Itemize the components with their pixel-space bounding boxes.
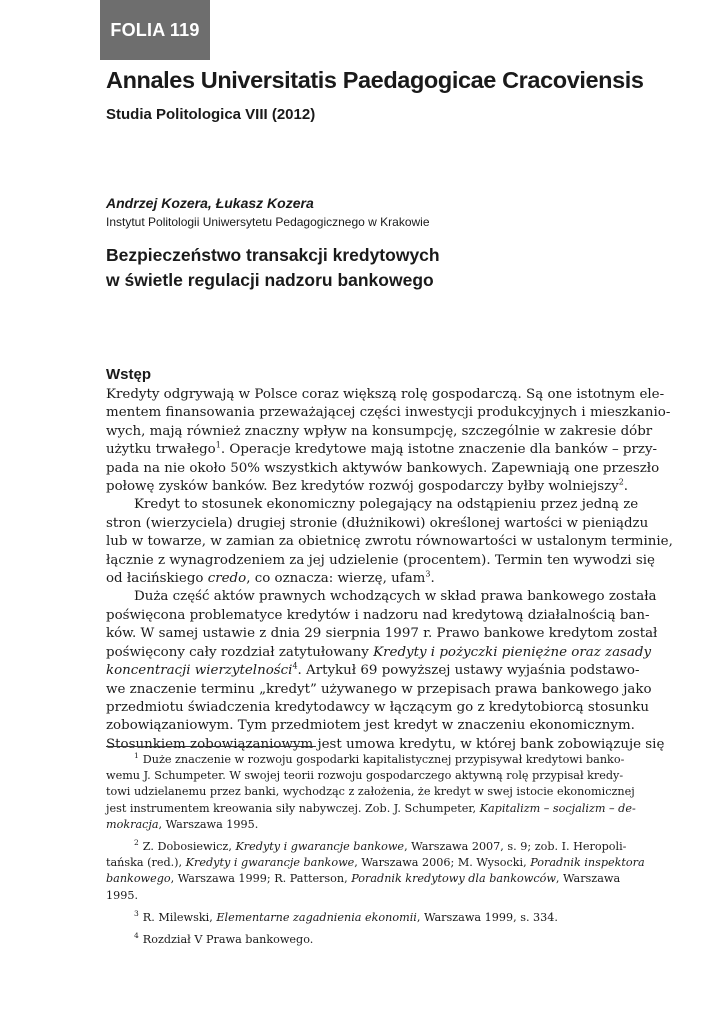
footnote-3: $^3$ R. Milewski, Elementarne zagadnienia ekonomii, Warszawa 1999, s. 334. <box>134 909 558 924</box>
footnotes <box>106 751 645 954</box>
footnote-divider <box>106 746 316 747</box>
text-line: lub w towarze, w zamian za obietnicę zwrotu równowartości w ustalonym terminie, <box>106 534 673 550</box>
footnote-number: 4 <box>134 931 139 941</box>
text-line: poświęcony cały rozdział zatytułowany Kredyty i pożyczki pieniężne oraz zasady <box>106 644 652 660</box>
text-line: ków. W samej ustawie z dnia 29 sierpnia 1997 r. Prawo bankowe kredytom został <box>106 626 658 642</box>
footnote-number: 2 <box>134 838 139 848</box>
text-line: zobowiązaniowym. Tym przedmiotem jest kredyt w znaczeniu ekonomicznym. <box>106 718 635 734</box>
footnote-ref[interactable]: 2 <box>618 477 624 487</box>
footnote-ref[interactable]: 4 <box>292 661 298 671</box>
footnote-4: $^4$ Rozdział V Prawa bankowego. <box>134 931 314 947</box>
text-line: pada na nie około 50% wszystkich aktywów bankowych. Zapewniają one przeszło <box>106 460 660 476</box>
journal-title: Annales Universitatis Paedagogicae Cracoviensis <box>106 67 644 93</box>
footnote-number: 3 <box>134 909 139 919</box>
text-line: Kredyty odgrywają w Polsce coraz większą rolę gospodarczą. Są one istotnym ele- <box>106 387 665 402</box>
footnote-2: $^2$ Z. Dobosiewicz, Kredyty i gwarancje bankowe, Warszawa 2007, s. 9; zob. I. Heropoli- tańska (red.), Kredyty i gwarancje bankowe, Warszawa 2006; M. Wysocki, Poradnik inspektora bankowego, Warszawa 1999; R. Patterson, Poradnik kredytowy dla bankowców, Warszawa 1995. <box>106 838 645 902</box>
text-line: mentem finansowania przeważającej części inwestycji produkcyjnych i mieszkanio- <box>106 405 671 421</box>
article-title <box>106 243 440 293</box>
text-line: poświęcona problematyce kredytów i nadzoru nad kredytową działalnością ban- <box>106 607 650 623</box>
text-line: Stosunkiem zobowiązaniowym jest umowa kredytu, w której bank zobowiązuje się <box>106 736 665 752</box>
footnote-1: $^1$ Duże znaczenie w rozwoju gospodarki kapitalistycznej przypisywał kredytowi banko- wemu J. Schumpeter. W swojej teorii rozwoju gospodarczego aktywną rolę przypisał kredy- towi udzielanemu przez banki, wychodząc z założenia, że kredyt w swej istocie ekonomicznej jest instrumentem kreowania siły nabywczej. Zob. J. Schumpeter, Kapitalizm – socjalizm – de- mokracja, Warszawa 1995. <box>106 751 636 831</box>
text-line: we znaczenie terminu „kredyt” używanego w przepisach prawa bankowego jako <box>106 681 652 697</box>
section-heading: Wstęp <box>106 366 151 383</box>
author-affiliation: Instytut Politologii Uniwersytetu Pedagogicznego w Krakowie <box>106 215 430 229</box>
footnote-ref[interactable]: 1 <box>215 440 221 450</box>
text-line: stron (wierzyciela) drugiej stronie (dłużnikowi) określonej wartości w pieniądzu <box>106 515 649 531</box>
series-title: Studia Politologica VIII (2012) <box>106 106 316 123</box>
article-title-line: w świetle regulacji nadzoru bankowego <box>106 270 434 290</box>
text-line: użytku trwałego$^1$. Operacje kredytowe mają istotne znaczenie dla banków – przy- <box>106 440 658 458</box>
text-line: połowę zysków banków. Bez kredytów rozwój gospodarczy byłby wolniejszy$^2$. <box>106 477 629 495</box>
text-line: przedmiotu świadczenia kredytodawcy w łączącym go z kredytobiorcą stosunku <box>106 699 650 715</box>
text-line: wych, mają również znaczny wpływ na konsumpcję, szczególnie w zakresie dóbr <box>106 423 653 439</box>
article-title-line: Bezpieczeństwo transakcji kredytowych <box>106 245 440 265</box>
article-authors: Andrzej Kozera, Łukasz Kozera <box>106 195 314 211</box>
body-text <box>106 386 673 754</box>
footnote-number: 1 <box>134 751 139 761</box>
text-line: Duża część aktów prawnych wchodzących w skład prawa bankowego została <box>134 589 657 605</box>
text-line: od łacińskiego credo, co oznacza: wierzę, ufam$^3$. <box>106 569 435 587</box>
text-line: Kredyt to stosunek ekonomiczny polegający na odstąpieniu przez jedną ze <box>134 497 639 513</box>
text-line: koncentracji wierzytelności$^4$. Artykuł 69 powyższej ustawy wyjaśnia podstawo- <box>106 661 640 679</box>
text-line: łącznie z wynagrodzeniem za jej udzielenie (procentem). Termin ten wywodzi się <box>106 552 655 568</box>
footnote-ref[interactable]: 3 <box>425 569 431 579</box>
folia-badge: FOLIA 119 <box>100 0 210 60</box>
